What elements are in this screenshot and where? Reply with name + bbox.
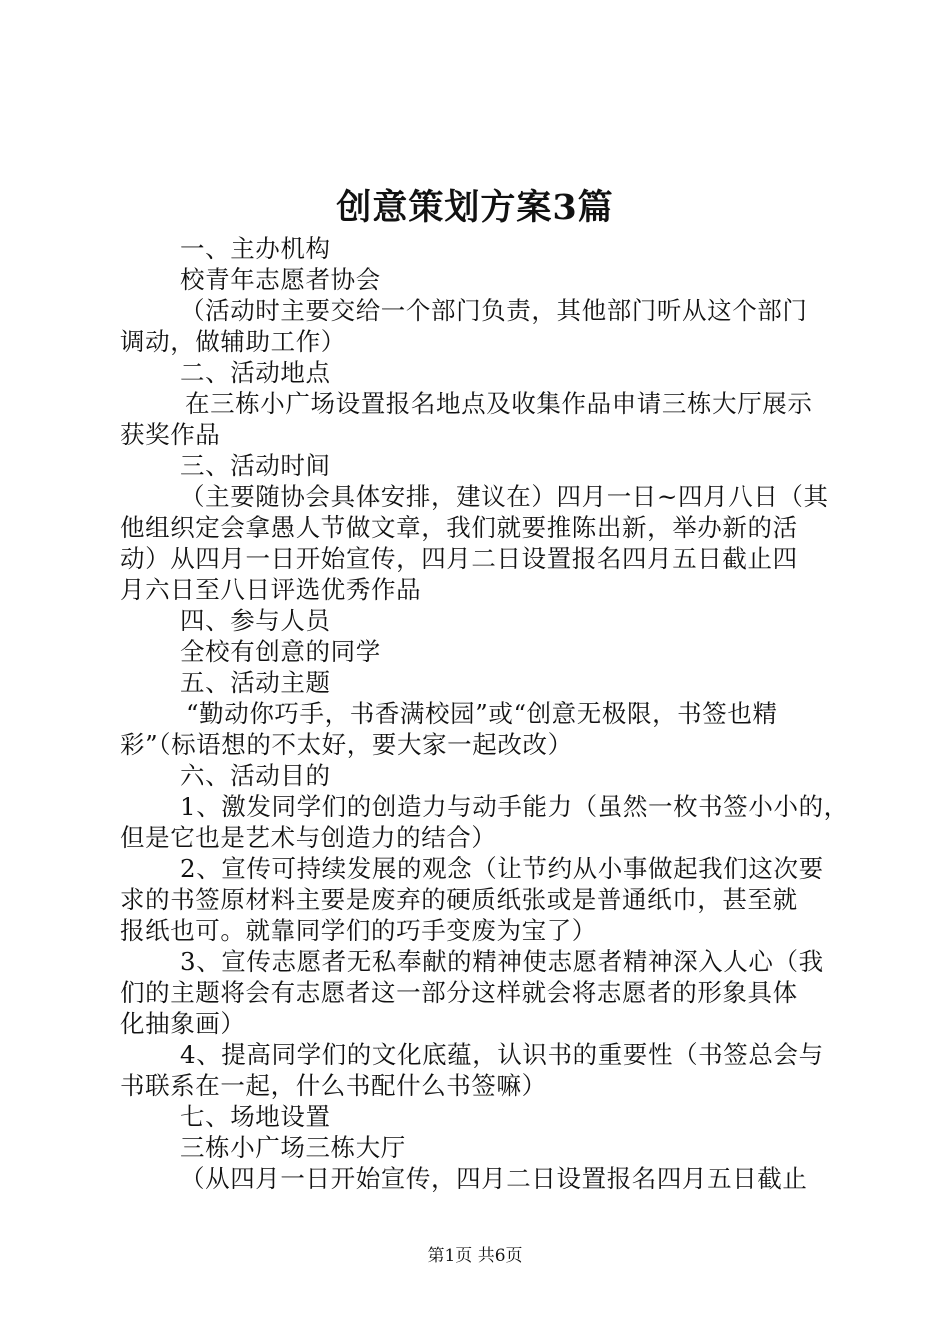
- document-title: 创意策划方案3篇: [336, 187, 614, 228]
- paragraph-line: 在三栋小广场设置报名地点及收集作品申请三栋大厅展示: [185, 389, 813, 418]
- paragraph-line: 全校有创意的同学: [180, 637, 381, 666]
- paragraph-line: 书联系在一起，什么书配什么书签嘛）: [120, 1071, 547, 1100]
- paragraph-line: 动）从四月一日开始宣传，四月二日设置报名四月五日截止四: [120, 544, 798, 573]
- heading-venue: 七、场地设置: [180, 1102, 331, 1131]
- heading-organizer: 一、主办机构: [180, 234, 331, 263]
- paragraph-line: 4、提高同学们的文化底蕴，认识书的重要性（书签总会与: [180, 1040, 824, 1069]
- paragraph-line: “勤动你巧手，书香满校园”或“创意无极限，书签也精: [186, 699, 778, 728]
- paragraph-line: （从四月一日开始宣传，四月二日设置报名四月五日截止: [180, 1164, 808, 1193]
- paragraph-line: 获奖作品: [120, 420, 221, 449]
- paragraph-line: 月六日至八日评选优秀作品: [120, 575, 422, 604]
- paragraph-line: （活动时主要交给一个部门负责，其他部门听从这个部门: [180, 296, 808, 325]
- paragraph-line: 他组织定会拿愚人节做文章，我们就要推陈出新，举办新的活: [120, 513, 798, 542]
- paragraph-line: 3、宣传志愿者无私奉献的精神使志愿者精神深入人心（我: [180, 947, 824, 976]
- paragraph-line: 彩”（标语想的不太好，要大家一起改改）: [120, 730, 573, 759]
- heading-time: 三、活动时间: [180, 451, 331, 480]
- paragraph-line: 报纸也可。就靠同学们的巧手变废为宝了）: [120, 916, 597, 945]
- paragraph-line: 调动，做辅助工作）: [120, 327, 346, 356]
- paragraph-line: （主要随协会具体安排，建议在）四月一日~四月八日（其: [180, 482, 829, 511]
- heading-participants: 四、参与人员: [180, 606, 331, 635]
- heading-theme: 五、活动主题: [180, 668, 331, 697]
- page-footer: 第1页 共6页: [427, 1246, 523, 1266]
- paragraph-line: 但是它也是艺术与创造力的结合）: [120, 823, 497, 852]
- paragraph-line: 校青年志愿者协会: [180, 265, 381, 294]
- paragraph-line: 求的书签原材料主要是废弃的硬质纸张或是普通纸巾，甚至就: [120, 885, 798, 914]
- paragraph-line: 们的主题将会有志愿者这一部分这样就会将志愿者的形象具体: [120, 978, 798, 1007]
- heading-purpose: 六、活动目的: [180, 761, 331, 790]
- paragraph-line: 2、宣传可持续发展的观念（让节约从小事做起我们这次要: [180, 854, 824, 883]
- paragraph-line: 化抽象画）: [120, 1009, 246, 1038]
- paragraph-line: 三栋小广场三栋大厅: [180, 1133, 406, 1162]
- heading-location: 二、活动地点: [180, 358, 331, 387]
- paragraph-line: 1、激发同学们的创造力与动手能力（虽然一枚书签小小的，: [180, 792, 849, 821]
